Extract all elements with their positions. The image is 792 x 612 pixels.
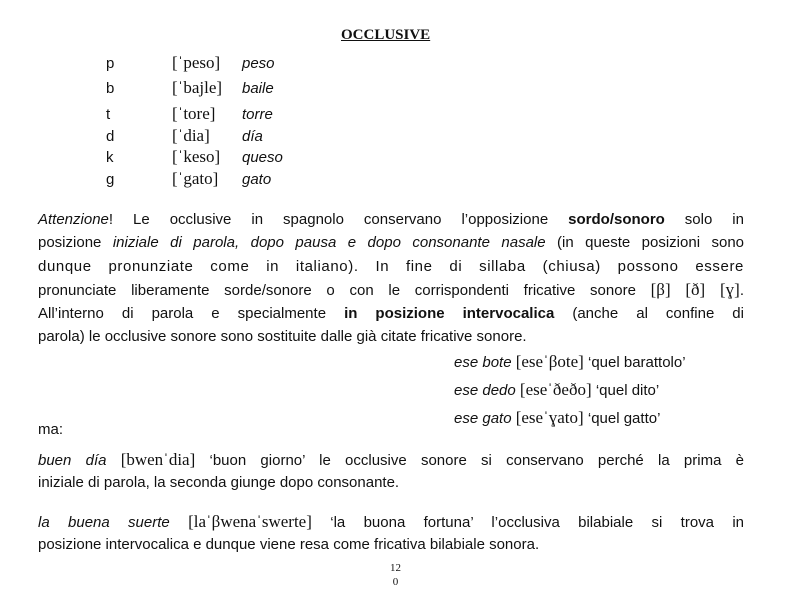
paragraph-line	[38, 448, 744, 471]
paragraph-line	[38, 255, 744, 278]
table-word: día	[242, 128, 263, 145]
table-letter: g	[106, 171, 115, 188]
example-gloss: ‘quel gatto’	[587, 410, 661, 427]
table-ipa: [ˈkeso]	[172, 147, 221, 166]
sordo-sonoro-term: sordo/sonoro	[568, 211, 665, 228]
example-word: ese bote	[454, 354, 512, 371]
table-letter: b	[106, 80, 115, 97]
ma-label: ma:	[38, 421, 64, 438]
example-gloss: ‘quel dito’	[595, 382, 660, 399]
table-word: peso	[242, 55, 275, 72]
paragraph-text: (anche al confine di	[554, 304, 744, 322]
paragraph-text: .	[739, 282, 745, 300]
table-ipa: [ˈtore]	[172, 104, 216, 123]
fricative-ipa: [β] [ð] [ɣ]	[650, 280, 740, 300]
table-word: baile	[242, 80, 274, 97]
example-word: la buena suerte	[38, 514, 170, 531]
example-word: buen día	[38, 452, 107, 469]
example-row	[454, 380, 659, 400]
page-number	[390, 561, 401, 589]
paragraph-text: ‘buon giorno’ le occlusive sonore si conservano perché la prima è	[209, 452, 744, 469]
attenzione-label: Attenzione	[38, 211, 109, 228]
example-ipa: [eseˈɣato]	[515, 408, 584, 427]
page-number-line: 0	[392, 576, 399, 588]
page-number-line: 12	[390, 562, 401, 574]
table-word: gato	[242, 171, 272, 188]
example-ipa: [bwenˈdia]	[120, 450, 196, 469]
example-row	[454, 408, 660, 428]
buen-dia-paragraph	[38, 448, 744, 495]
paragraph-line	[38, 208, 744, 231]
paragraph-text: parola) le occlusive sonore sono sostituite dalle già citate fricative sonore.	[38, 327, 527, 345]
example-word: ese gato	[454, 410, 512, 427]
table-word: torre	[242, 106, 273, 123]
paragraph-text: dunque pronunziate come in italiano). In fine di sillaba (chiusa) possono essere	[38, 257, 744, 275]
table-ipa: [ˈdia]	[172, 126, 210, 145]
table-ipa: [ˈbajle]	[172, 78, 223, 97]
example-ipa: [eseˈðeðo]	[519, 380, 592, 399]
example-ipa: [laˈβwenaˈswerte]	[188, 512, 312, 531]
paragraph-line	[38, 510, 744, 533]
paragraph-text: (in queste posizioni sono	[545, 234, 745, 252]
buena-suerte-paragraph	[38, 510, 744, 557]
attenzione-paragraph	[38, 208, 744, 348]
paragraph-line	[38, 325, 744, 348]
paragraph-text: All’interno di parola e specialmente	[38, 304, 345, 322]
table-letter: t	[106, 106, 111, 123]
paragraph-line	[38, 533, 744, 556]
paragraph-text: iniziale di parola, la seconda giunge dopo consonante.	[38, 474, 400, 492]
example-row	[454, 352, 686, 372]
table-letter: p	[106, 55, 115, 72]
paragraph-text: posizione	[38, 234, 113, 252]
example-ipa: [eseˈβote]	[515, 352, 584, 371]
paragraph-text: ! Le occlusive in spagnolo conservano l’opposizione	[108, 211, 569, 228]
paragraph-line	[38, 302, 744, 325]
paragraph-line	[38, 231, 744, 254]
table-letter: d	[106, 128, 115, 145]
paragraph-text: posizione intervocalica e dunque viene resa come fricativa bilabiale sonora.	[38, 536, 540, 554]
table-letter: k	[106, 149, 114, 166]
paragraph-text: pronunciate liberamente sorde/sonore o con le corrispondenti fricative sonore	[38, 282, 651, 300]
paragraph-line	[38, 278, 744, 301]
paragraph-text: ‘la buona fortuna’ l’occlusiva bilabiale si trova in	[330, 514, 745, 531]
paragraph-emphasis: iniziale di parola, dopo pausa e dopo consonante nasale	[112, 234, 546, 252]
table-word: queso	[242, 149, 283, 166]
paragraph-text: solo in	[664, 211, 744, 228]
paragraph-line	[38, 471, 744, 494]
page-title: OCCLUSIVE	[341, 27, 431, 43]
example-gloss: ‘quel barattolo’	[588, 354, 686, 371]
example-word: ese dedo	[454, 382, 516, 399]
intervocalica-term: in posizione intervocalica	[344, 304, 555, 322]
table-ipa: [ˈpeso]	[172, 53, 221, 72]
table-ipa: [ˈgato]	[172, 169, 219, 188]
